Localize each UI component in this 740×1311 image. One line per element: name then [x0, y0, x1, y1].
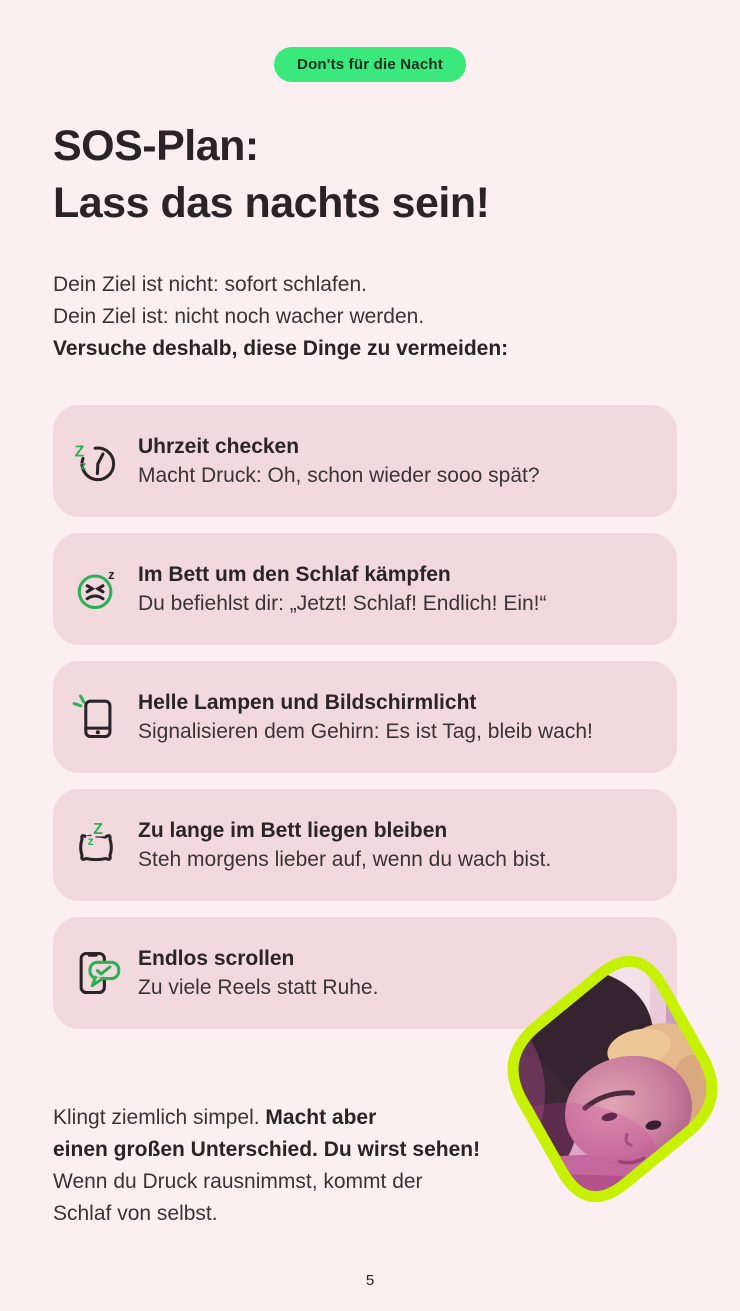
- page-title-line1: SOS-Plan:: [53, 122, 259, 170]
- angry-face-sleep-icon: [70, 563, 122, 615]
- intro-line: Dein Ziel ist nicht: sofort schlafen.: [53, 273, 367, 296]
- photo-teaser-diamond: [450, 918, 740, 1240]
- phone-chat-icon: [70, 947, 122, 999]
- card-title: Uhrzeit checken: [138, 434, 300, 458]
- card-description: Signalisieren dem Gehirn: Es ist Tag, bleib wach!: [138, 719, 593, 743]
- pillow-sleep-icon: [70, 819, 122, 871]
- outro-line: einen großen Unterschied. Du wirst sehen!: [53, 1138, 481, 1161]
- phone-glare-icon: [70, 691, 122, 743]
- svg-text:z: z: [108, 566, 115, 582]
- card-description: Macht Druck: Oh, schon wieder sooo spät?: [138, 463, 540, 487]
- svg-text:z: z: [80, 458, 87, 473]
- outro-line: Klingt ziemlich simpel. Macht aber: [53, 1106, 377, 1129]
- chapter-badge: Don'ts für die Nacht: [274, 47, 466, 82]
- card-description: Du befiehlst dir: „Jetzt! Schlaf! Endlich! Ein!“: [138, 591, 547, 615]
- dont-card: [53, 661, 677, 773]
- page-title-line2: Lass das nachts sein!: [53, 179, 490, 227]
- card-title: Endlos scrollen: [138, 946, 295, 970]
- outro-line: Schlaf von selbst.: [53, 1202, 218, 1225]
- dont-card: [53, 533, 677, 645]
- page-title: [53, 118, 489, 232]
- page-number: 5: [365, 1272, 375, 1289]
- card-title: Zu lange im Bett liegen bleiben: [138, 818, 448, 842]
- svg-text:Z: Z: [74, 443, 85, 461]
- svg-text:Z: Z: [93, 820, 103, 838]
- card-description: Steh morgens lieber auf, wenn du wach bist.: [138, 847, 552, 871]
- intro-line: Versuche deshalb, diese Dinge zu vermeiden:: [53, 337, 509, 360]
- intro-text: [53, 269, 508, 365]
- card-title: Helle Lampen und Bildschirmlicht: [138, 690, 477, 714]
- card-description: Zu viele Reels statt Ruhe.: [138, 975, 379, 999]
- dont-card: [53, 789, 677, 901]
- clock-sleep-icon: [70, 435, 122, 487]
- intro-line: Dein Ziel ist: nicht noch wacher werden.: [53, 305, 425, 328]
- svg-text:z: z: [87, 834, 94, 848]
- outro-line: Wenn du Druck rausnimmst, kommt der: [53, 1170, 423, 1193]
- dont-card: [53, 405, 677, 517]
- card-title: Im Bett um den Schlaf kämpfen: [138, 562, 451, 586]
